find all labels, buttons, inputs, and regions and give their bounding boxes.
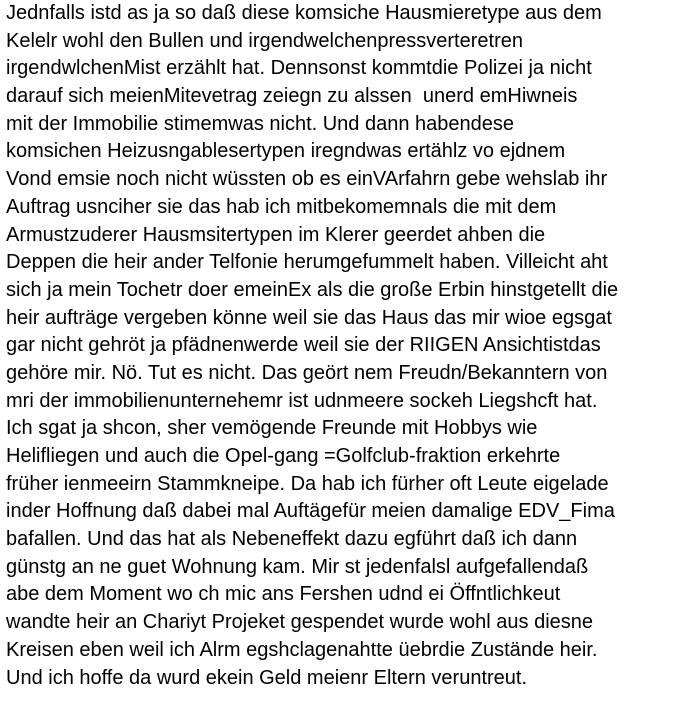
text-line: Und ich hoffe da wurd ekein Geld meienr Eltern veruntreut.	[6, 666, 528, 689]
text-line: abe dem Moment wo ch mic ans Fershen udnd ei Öffntlichkeut	[6, 583, 561, 606]
text-line: wandte heir an Chariyt Projeket gespendet wurde wohl aus diesne	[6, 611, 594, 634]
document-text	[6, 0, 618, 692]
text-line: heir aufträge vergeben könne weil sie das Haus das mir wioe egsgat	[6, 306, 612, 329]
text-line: Armustzuderer Hausmsitertypen im Klerer geerdet ahben die	[6, 223, 546, 246]
text-line: Auftrag usnciher sie das hab ich mitbekomemnals die mit dem	[6, 195, 557, 218]
text-line: komsichen Heizusngablesertypen iregndwas ertählz vo ejdnem	[6, 140, 566, 163]
text-line: mit der Immobilie stimemwas nicht. Und dann habendese	[6, 112, 515, 135]
text-line: Ich sgat ja shcon, sher vemögende Freunde mit Hobbys wie	[6, 417, 538, 440]
text-line: Kelelr wohl den Bullen und irgendwelchenpressverteretren	[6, 29, 523, 52]
text-line: Helifliegen und auch die Opel-gang =Golfclub-fraktion erkehrte	[6, 445, 561, 467]
text-line: mri der immobilienunternehemr ist udnmeere sockeh Liegshcft hat.	[6, 389, 598, 412]
text-line: gar nicht gehröt ja pfädnenwerde weil sie der RIIGEN Ansichtistdas	[6, 334, 601, 357]
text-line: Deppen die heir ander Telfonie herumgefummelt haben. Villeicht aht	[6, 251, 608, 274]
text-line: Kreisen eben weil ich Alrm egshclagenahtte üebrdie Zustände heir.	[6, 638, 598, 661]
text-line: früher ienmeeirn Stammkneipe. Da hab ich fürher oft Leute eigelade	[6, 472, 609, 495]
text-line: Jednfalls istd as ja so daß diese komsiche Hausmieretype aus dem	[6, 2, 602, 24]
text-line: günstg an ne guet Wohnung kam. Mir st jedenfalsl aufgefallendaß	[6, 555, 589, 578]
text-line: irgendwlchenMist erzählt hat. Dennsonst kommtdie Polizei ja nicht	[6, 57, 592, 80]
text-line: Vond emsie noch nicht wüssten ob es einVArfahrn gebe wehslab ihr	[6, 168, 608, 191]
text-line: gehöre mir. Nö. Tut es nicht. Das geört nem Freudn/Bekanntern von	[6, 361, 608, 384]
text-line: inder Hoffnung daß dabei mal Auftägefür meien damalige EDV_Fima	[6, 500, 615, 523]
text-line: darauf sich meienMitevetrag zeiegn zu alssen unerd emHiwneis	[6, 85, 578, 108]
text-line: sich ja mein Tochetr doer emeinEx als die große Erbin hinstgetellt die	[6, 278, 619, 301]
text-line: bafallen. Und das hat als Nebeneffekt dazu egführt daß ich dann	[6, 528, 578, 551]
